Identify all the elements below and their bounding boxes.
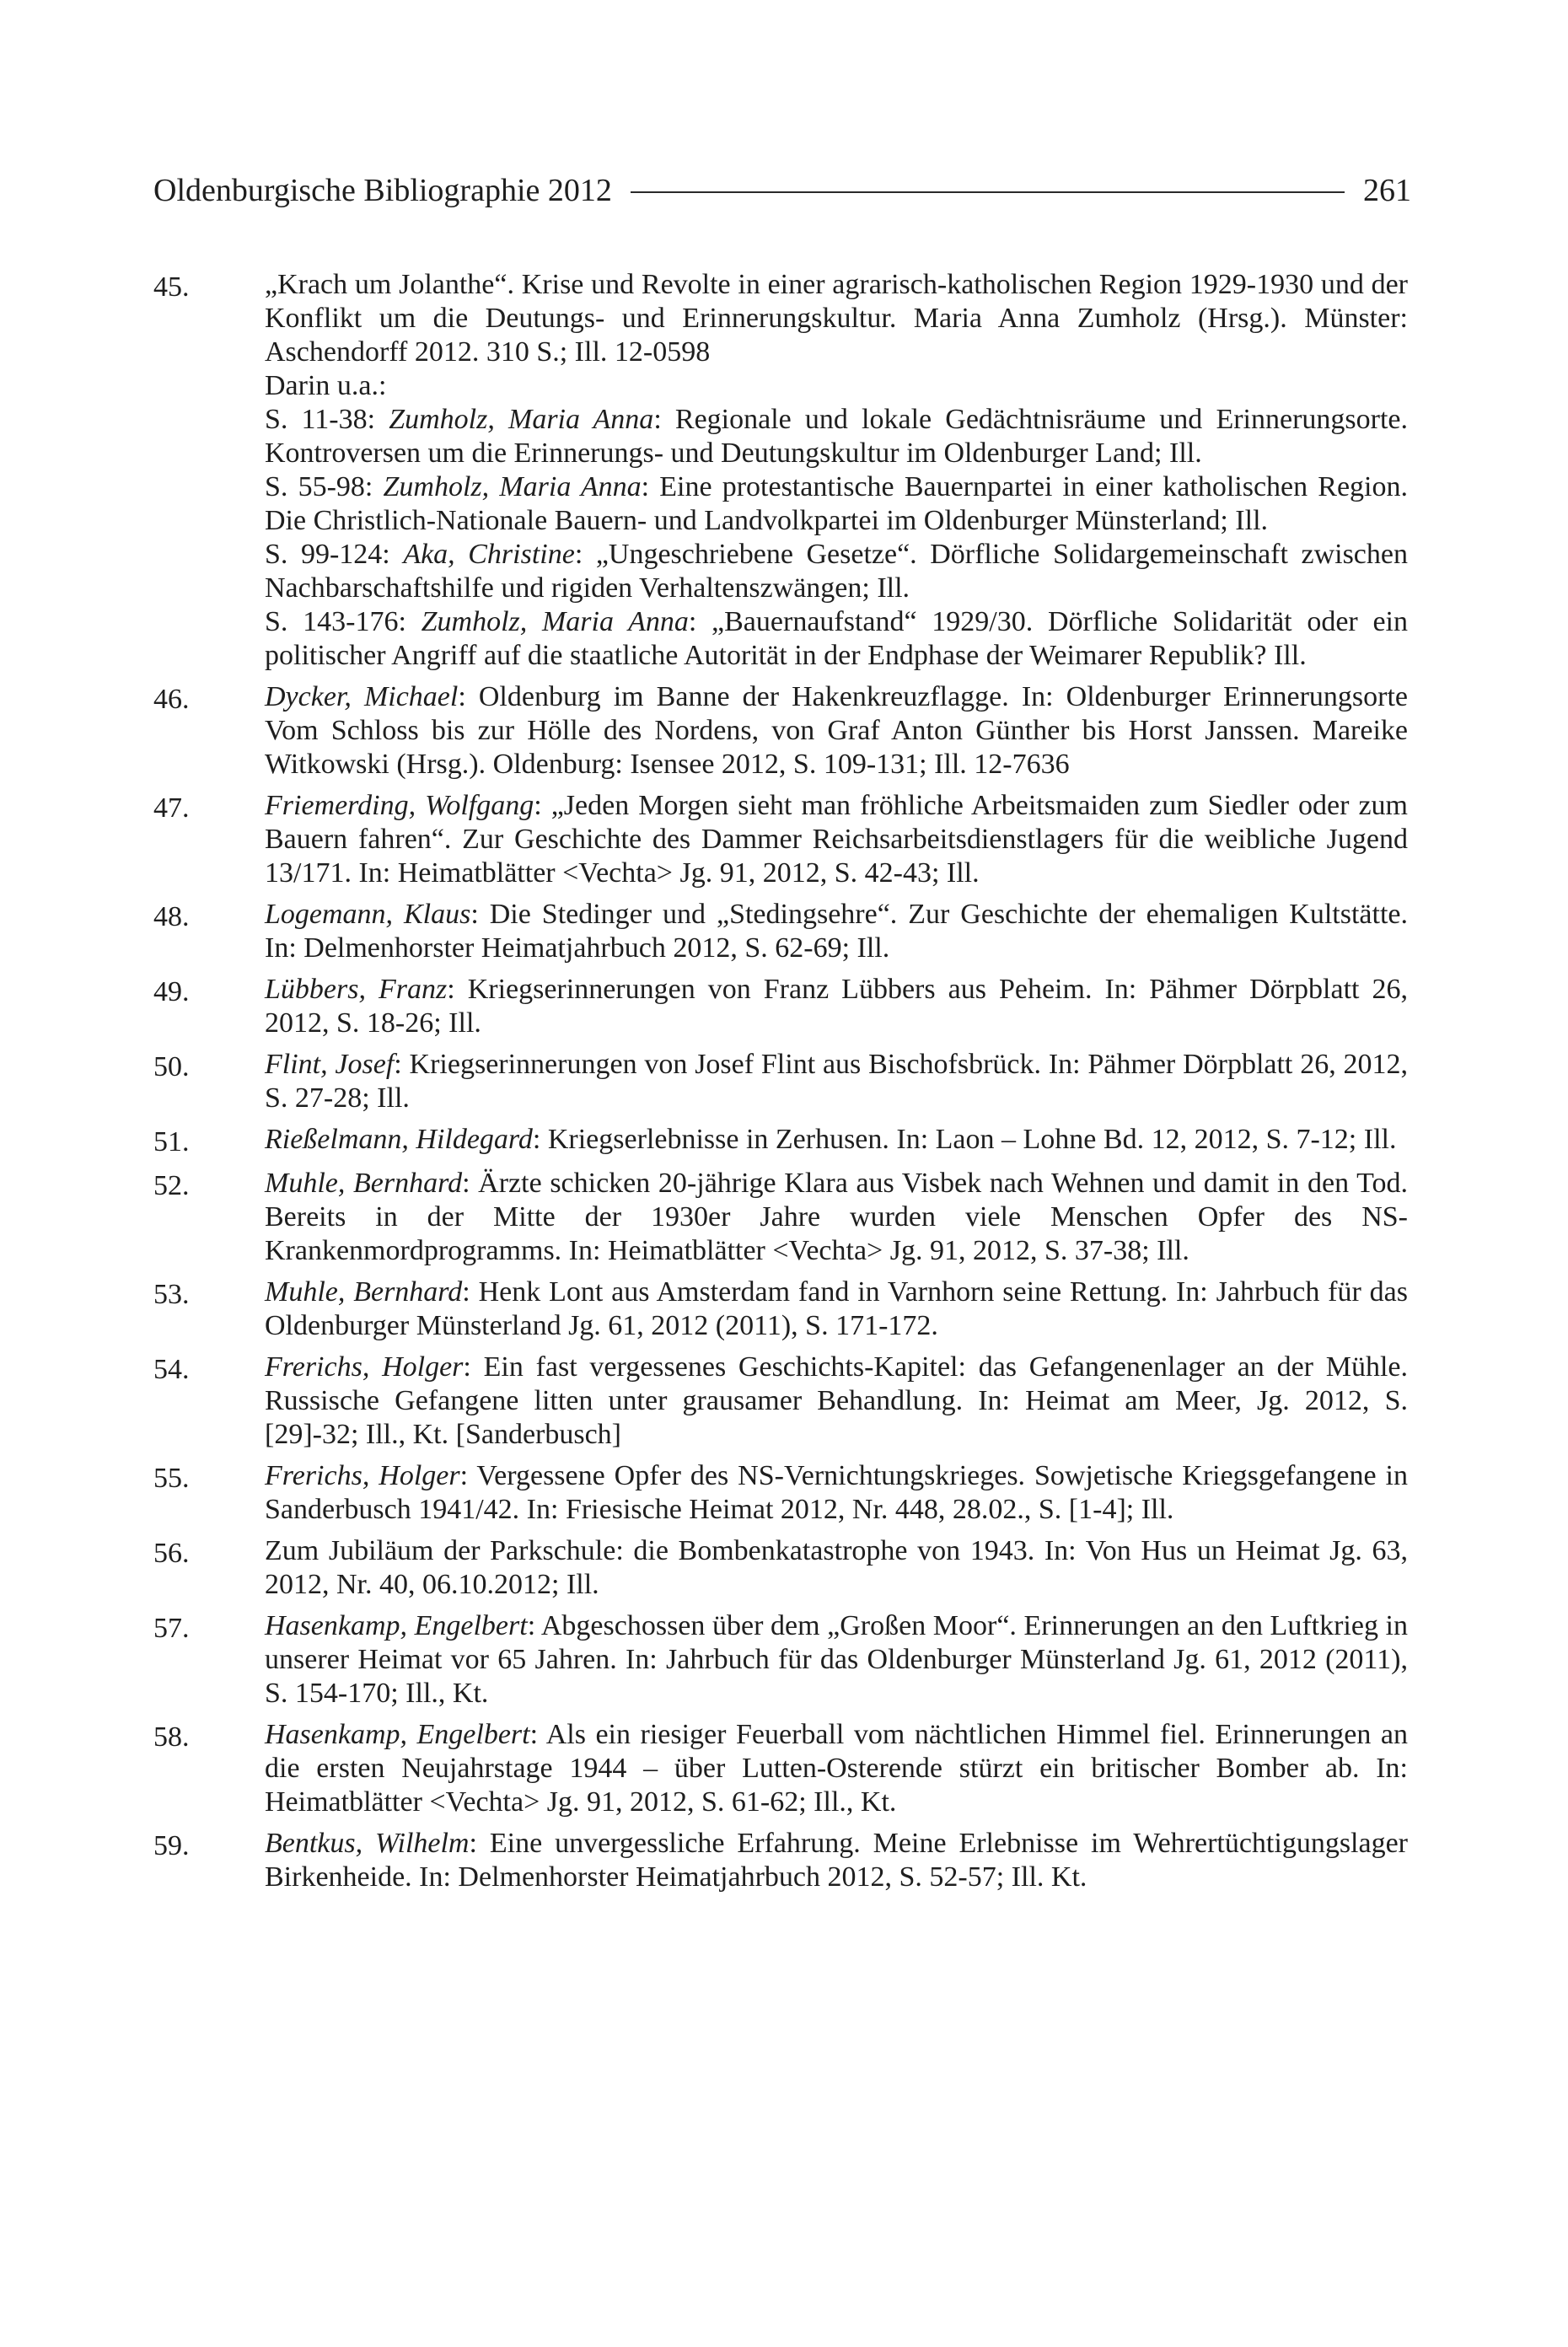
entry-number: 48. — [153, 901, 190, 932]
header-rule — [631, 191, 1345, 193]
bibliography-entry — [153, 1827, 1408, 1894]
entry-author: Dycker, Michael — [265, 681, 459, 712]
entry-title: „Krach um Jolanthe“. Krise und Revolte in einer agrarisch-katholischen Region 1929-1930 und der Konflikt um die Deutungs- und Erinnerungskultur. Maria Anna Zumholz (Hrsg.). Münster: Aschendorff 2012. 310 S.; Ill. 12-0598 — [265, 269, 1408, 368]
entry-number: 59. — [153, 1830, 190, 1861]
entry-author: Muhle, Bernhard — [265, 1276, 463, 1308]
entry-line — [265, 898, 1408, 965]
header-title: Oldenburgische Bibliographie 2012 — [153, 173, 612, 208]
entry-text — [265, 1534, 1408, 1602]
bibliography-entry — [153, 973, 1408, 1040]
bibliography-entry — [153, 1351, 1408, 1452]
entry-text — [265, 268, 1408, 673]
entry-line — [265, 538, 1408, 605]
entry-title: : Oldenburg im Banne der Hakenkreuzflagge. In: Oldenburger Erinnerungsorte Vom Schloss bis zur Hölle des Nordens, von Graf Anton Günther bis Horst Janssen. Mareike Witkowski (Hrsg.). Oldenburg: Isensee 2012, S. 109-131; Ill. 12-7636 — [265, 681, 1408, 780]
entry-author: Lübbers, Franz — [265, 974, 448, 1005]
entry-number: 49. — [153, 976, 190, 1007]
entry-number: 50. — [153, 1051, 190, 1082]
entry-line — [265, 1123, 1408, 1157]
entry-text — [265, 680, 1408, 781]
entry-author: Logemann, Klaus — [265, 899, 471, 930]
entry-author: Frerichs, Holger — [265, 1460, 460, 1491]
entry-title: : Kriegserlebnisse in Zerhusen. In: Laon – Lohne Bd. 12, 2012, S. 7-12; Ill. — [532, 1124, 1397, 1155]
entry-author: Zumholz, Maria Anna — [383, 471, 642, 502]
entry-title: : Als ein riesiger Feuerball vom nächtlichen Himmel fiel. Erinnerungen an die ersten Neujahrstage 1944 – über Lutten-Osterende stürzt ein britischer Bomber ab. In: Heimatblätter <Vechta> Jg. 91, 2012, S. 61-62; Ill., Kt. — [265, 1719, 1408, 1818]
entry-title: : Die Stedinger und „Stedingsehre“. Zur Geschichte der ehemaligen Kultstätte. In: Delmenhorster Heimatjahrbuch 2012, S. 62-69; Ill. — [265, 899, 1408, 964]
entry-author: Zumholz, Maria Anna — [389, 404, 654, 435]
entry-title: : Henk Lont aus Amsterdam fand in Varnhorn seine Rettung. In: Jahrbuch für das Oldenburger Münsterland Jg. 61, 2012 (2011), S. 171-172. — [265, 1276, 1409, 1341]
bibliography-entry — [153, 1276, 1408, 1343]
entry-line — [265, 1351, 1408, 1452]
bibliography-entry — [153, 1718, 1408, 1819]
entry-number: 46. — [153, 684, 190, 715]
entry-author: Friemerding, Wolfgang — [265, 790, 534, 821]
entry-title: : Kriegserinnerungen von Josef Flint aus Bischofsbrück. In: Pähmer Dörpblatt 26, 2012, S. 27-28; Ill. — [265, 1049, 1409, 1114]
bibliography-entry — [153, 1534, 1408, 1602]
page-range: S. 143-176: — [265, 606, 422, 637]
entry-author: Hasenkamp, Engelbert — [265, 1610, 528, 1641]
entry-line — [265, 1276, 1408, 1343]
entry-author: Rießelmann, Hildegard — [265, 1124, 533, 1155]
bibliography-entry — [153, 680, 1408, 781]
entry-author: Bentkus, Wilhelm — [265, 1828, 470, 1859]
entry-line — [265, 1534, 1408, 1602]
entry-title: : „Ungeschriebene Gesetze“. Dörfliche Solidargemeinschaft zwischen Nachbarschaftshilfe und rigiden Verhaltenszwängen; Ill. — [265, 539, 1408, 604]
entry-number: 58. — [153, 1721, 190, 1753]
entry-title: : Vergessene Opfer des NS-Vernichtungskrieges. Sowjetische Kriegsgefangene in Sanderbusch 1941/42. In: Friesische Heimat 2012, Nr. 448, 28.02., S. [1-4]; Ill. — [265, 1460, 1408, 1525]
entry-line — [265, 1609, 1408, 1711]
entry-title: Darin u.a.: — [265, 370, 387, 401]
entry-text — [265, 1459, 1408, 1527]
entry-line — [265, 369, 1408, 403]
bibliography-entry — [153, 268, 1408, 673]
entry-line — [265, 680, 1408, 781]
entry-text — [265, 1827, 1408, 1894]
entry-line — [265, 268, 1408, 369]
entry-title: : Abgeschossen über dem „Großen Moor“. Erinnerungen an den Luftkrieg in unserer Heimat vor 65 Jahren. In: Jahrbuch für das Oldenburger Münsterland Jg. 61, 2012 (2011), S. 154-170; Ill., Kt. — [265, 1610, 1408, 1709]
bibliography-entries — [153, 268, 1408, 1902]
page-range: S. 99-124: — [265, 539, 404, 570]
entry-title: : Eine unvergessliche Erfahrung. Meine Erlebnisse im Wehrertüchtigungslager Birkenheide. In: Delmenhorster Heimatjahrbuch 2012, S. 52-57; Ill. Kt. — [265, 1828, 1408, 1893]
entry-text — [265, 898, 1408, 965]
bibliography-entry — [153, 1459, 1408, 1527]
entry-title: : „Bauernaufstand“ 1929/30. Dörfliche Solidarität oder ein politischer Angriff auf die staatliche Autorität in der Endphase der Weimarer Republik? Ill. — [265, 606, 1409, 671]
entry-number: 51. — [153, 1126, 190, 1157]
entry-title: : Ärzte schicken 20-jährige Klara aus Visbek nach Wehnen und damit in den Tod. Bereits in der Mitte der 1930er Jahre wurden viele Menschen Opfer des NS-Krankenmordprogramms. In: Heimatblätter <Vechta> Jg. 91, 2012, S. 37-38; Ill. — [265, 1168, 1408, 1266]
entry-title: : Regionale und lokale Gedächtnisräume und Erinnerungsorte. Kontroversen um die Erinnerungs- und Deutungskultur im Oldenburger Land; Ill. — [265, 404, 1408, 469]
entry-text — [265, 1276, 1408, 1343]
entry-number: 47. — [153, 792, 190, 824]
page-number: 261 — [1363, 173, 1411, 208]
bibliography-entry — [153, 789, 1408, 890]
page-range: S. 11-38: — [265, 404, 389, 435]
entry-number: 54. — [153, 1354, 190, 1385]
entry-text — [265, 789, 1408, 890]
bibliography-entry — [153, 1123, 1408, 1159]
entry-line — [265, 1167, 1408, 1268]
entry-text — [265, 1351, 1408, 1452]
entry-title: : „Jeden Morgen sieht man fröhliche Arbeitsmaiden zum Siedler oder zum Bauern fahren“. Zur Geschichte des Dammer Reichsarbeitsdienstlagers für die weibliche Jugend 13/171. In: Heimatblätter <Vechta> Jg. 91, 2012, S. 42-43; Ill. — [265, 790, 1408, 889]
entry-title: : Eine protestantische Bauernpartei in einer katholischen Region. Die Christlich-Nationale Bauern- und Landvolkpartei im Oldenburger Münsterland; Ill. — [265, 471, 1409, 536]
entry-title: : Ein fast vergessenes Geschichts-Kapitel: das Gefangenenlager an der Mühle. Russische Gefangene litten unter grausamer Behandlung. In: Heimat am Meer, Jg. 2012, S. [29]-32; Ill., Kt. [Sanderbusch] — [265, 1351, 1408, 1450]
entry-line — [265, 1459, 1408, 1527]
entry-number: 55. — [153, 1463, 190, 1494]
entry-author: Muhle, Bernhard — [265, 1168, 463, 1199]
entry-author: Flint, Josef — [265, 1049, 395, 1080]
entry-text — [265, 1609, 1408, 1711]
entry-number: 52. — [153, 1170, 190, 1201]
entry-text — [265, 1048, 1408, 1115]
bibliography-entry — [153, 898, 1408, 965]
entry-line — [265, 789, 1408, 890]
entry-line — [265, 1827, 1408, 1894]
entry-text — [265, 1718, 1408, 1819]
entry-line — [265, 605, 1408, 673]
entry-number: 57. — [153, 1613, 190, 1644]
bibliography-entry — [153, 1167, 1408, 1268]
entry-line — [265, 403, 1408, 470]
entry-title: Zum Jubiläum der Parkschule: die Bombenkatastrophe von 1943. In: Von Hus un Heimat Jg. 63, 2012, Nr. 40, 06.10.2012; Ill. — [265, 1535, 1408, 1600]
bibliography-entry — [153, 1048, 1408, 1115]
entry-author: Zumholz, Maria Anna — [421, 606, 689, 637]
entry-line — [265, 1718, 1408, 1819]
entry-author: Aka, Christine — [403, 539, 575, 570]
entry-line — [265, 1048, 1408, 1115]
entry-number: 56. — [153, 1538, 190, 1569]
bibliography-entry — [153, 1609, 1408, 1711]
entry-number: 45. — [153, 271, 190, 303]
entry-line — [265, 973, 1408, 1040]
entry-text — [265, 1167, 1408, 1268]
entry-author: Frerichs, Holger — [265, 1351, 464, 1383]
entry-line — [265, 470, 1408, 538]
entry-author: Hasenkamp, Engelbert — [265, 1719, 530, 1750]
entry-title: : Kriegserinnerungen von Franz Lübbers aus Peheim. In: Pähmer Dörpblatt 26, 2012, S. 18-26; Ill. — [265, 974, 1408, 1039]
entry-number: 53. — [153, 1279, 190, 1310]
entry-text — [265, 973, 1408, 1040]
page-range: S. 55-98: — [265, 471, 384, 502]
entry-text — [265, 1123, 1408, 1159]
running-header — [153, 165, 1411, 216]
